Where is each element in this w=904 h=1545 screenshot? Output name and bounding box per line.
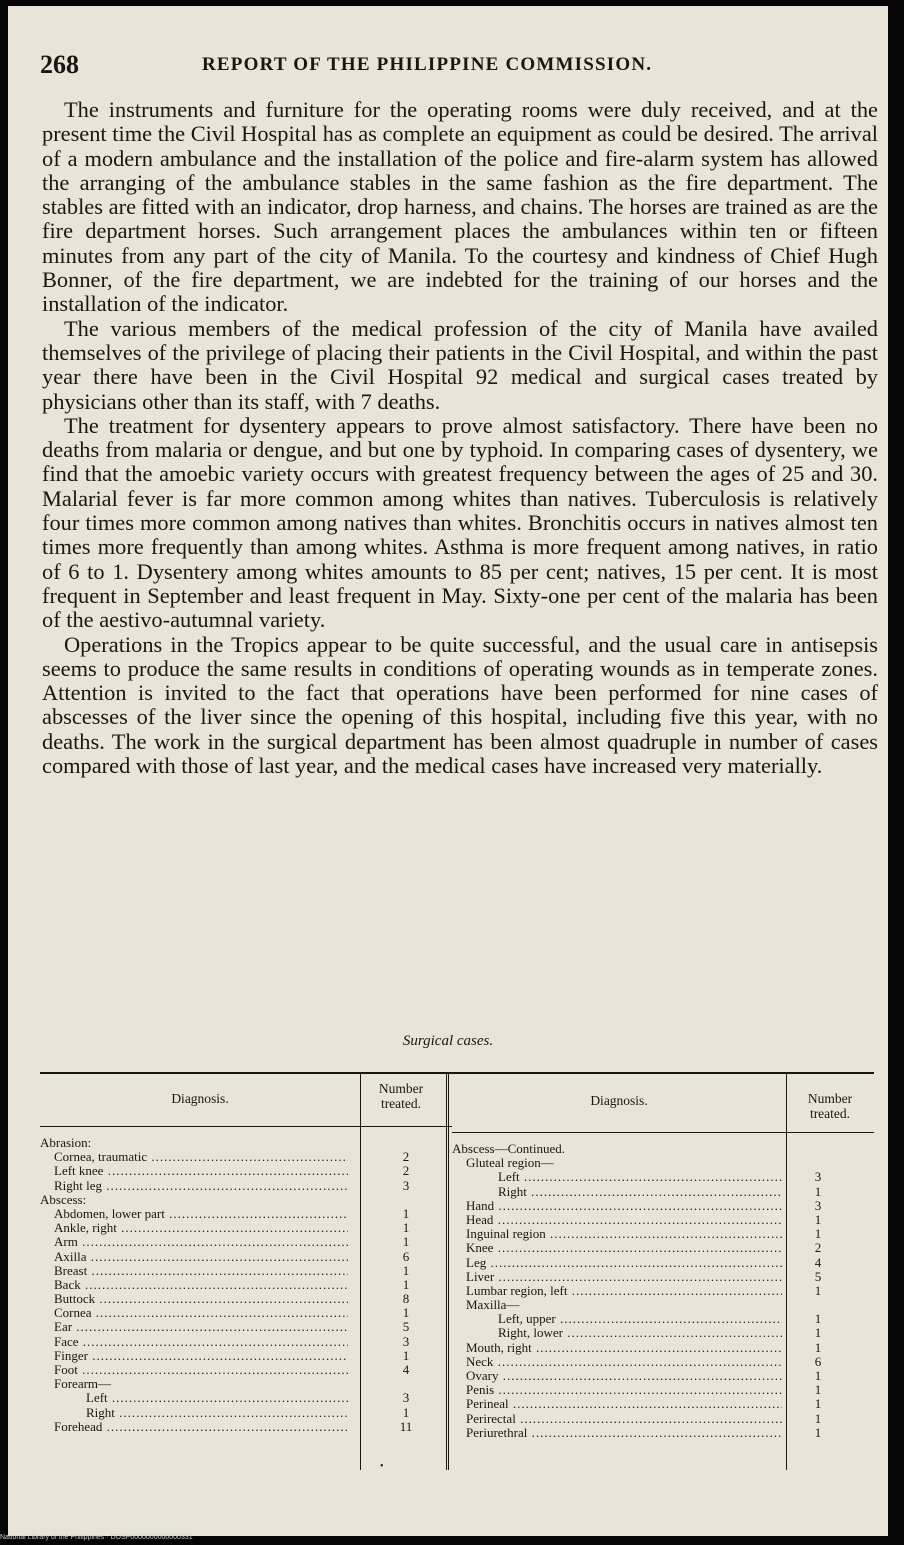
table-row — [452, 1369, 874, 1383]
table-row — [40, 1320, 450, 1334]
body-text — [42, 98, 878, 778]
diagnosis-label: Leg ..... — [466, 1256, 782, 1270]
diagnosis-label: Right leg ..... — [54, 1179, 348, 1193]
table-row — [452, 1298, 874, 1312]
diagnosis-label: Left, upper ..... — [498, 1312, 782, 1326]
number-treated: 5 — [402, 1319, 410, 1335]
table-row — [40, 1179, 450, 1193]
diagnosis-label: Liver ..... — [466, 1270, 782, 1284]
table-row — [452, 1355, 874, 1369]
running-title: REPORT OF THE PHILIPPINE COMMISSION. — [202, 54, 653, 75]
left-column — [40, 1136, 450, 1434]
diagnosis-label: Hand ..... — [466, 1199, 782, 1213]
table-caption: Surgical cases. — [402, 1033, 494, 1049]
table-row — [40, 1391, 450, 1405]
number-treated: 1 — [814, 1211, 822, 1227]
table-row — [40, 1377, 450, 1391]
header-number-right: Number treated. — [807, 1091, 853, 1121]
number-treated: 3 — [402, 1390, 410, 1406]
header-rule-right — [452, 1132, 874, 1133]
table-row — [452, 1227, 874, 1241]
diagnosis-label: Ear ..... — [54, 1320, 348, 1334]
number-treated: 1 — [814, 1396, 822, 1412]
diagnosis-label: Gluteal region— — [466, 1156, 554, 1171]
paragraph-dysentery: The treatment for dysentery appears to prove almost satisfactory. There have been no deaths from malaria or dengue, and but one by typhoid. In comparing cases of dysentery, we find that the amoebic variety occurs with greatest frequency between the ages of 25 and 30. Malarial fever is far more common among whites than natives. Tuberculosis is relatively four times more common among natives than whites. Bronchitis occurs in natives almost ten times more frequently than among whites. Asthma is more frequent among natives, in ratio of 6 to 1. Dysentery among whites amounts to 85 per cent; natives, 15 per cent. It is most frequent in September and least frequent in May. Sixty-one per cent of the malaria has been of the aestivo-autumnal variety. — [42, 412, 878, 633]
diagnosis-label: Finger ..... — [54, 1349, 348, 1363]
table-row — [452, 1397, 874, 1411]
number-treated: 1 — [814, 1282, 822, 1298]
diagnosis-label: Head ..... — [466, 1213, 782, 1227]
number-treated: 2 — [814, 1240, 822, 1256]
table-row — [452, 1241, 874, 1255]
number-treated: 1 — [402, 1347, 410, 1363]
diagnosis-label: Breast ..... — [54, 1264, 348, 1278]
number-treated: 1 — [402, 1220, 410, 1236]
table-row — [40, 1264, 450, 1278]
table-row — [40, 1349, 450, 1363]
number-treated: 2 — [402, 1149, 410, 1165]
diagnosis-label: Perirectal ..... — [466, 1412, 782, 1426]
table-row — [40, 1363, 450, 1377]
table-row — [452, 1142, 874, 1156]
table-row — [452, 1185, 874, 1199]
header-diagnosis-left: Diagnosis. — [171, 1091, 229, 1106]
table-row — [40, 1278, 450, 1292]
table-row — [40, 1292, 450, 1306]
table-row — [452, 1426, 874, 1440]
diagnosis-label: Lumbar region, left ..... — [466, 1284, 782, 1298]
printer-mark: • — [380, 1461, 384, 1472]
diagnosis-label: Left knee ..... — [54, 1164, 348, 1178]
table-row — [40, 1250, 450, 1264]
table-row — [40, 1406, 450, 1420]
table-row — [452, 1213, 874, 1227]
diagnosis-label: Abrasion: — [40, 1136, 92, 1150]
table-row — [40, 1150, 450, 1164]
diagnosis-label: Ovary ..... — [466, 1369, 782, 1383]
diagnosis-label: Periurethral ..... — [466, 1426, 782, 1440]
header-number-left: Number treated. — [378, 1081, 424, 1111]
number-treated: 6 — [814, 1353, 822, 1369]
number-treated: 1 — [402, 1262, 410, 1278]
diagnosis-label: Perineal ..... — [466, 1397, 782, 1411]
number-treated: 1 — [814, 1311, 822, 1327]
table-row — [40, 1193, 450, 1207]
diagnosis-label: Ankle, right ..... — [54, 1221, 348, 1235]
number-treated: 2 — [402, 1163, 410, 1179]
page-number: 268 — [40, 50, 79, 79]
number-treated: 6 — [402, 1248, 410, 1264]
table-row — [452, 1341, 874, 1355]
number-treated: 1 — [814, 1424, 822, 1440]
table-row — [40, 1235, 450, 1249]
table-row — [40, 1306, 450, 1320]
surgical-cases-table — [40, 1072, 874, 1482]
number-treated: 4 — [814, 1254, 822, 1270]
number-treated: 3 — [402, 1333, 410, 1349]
number-treated: 1 — [814, 1410, 822, 1426]
number-treated: 1 — [402, 1234, 410, 1250]
diagnosis-label: Right ..... — [498, 1185, 782, 1199]
number-treated: 4 — [402, 1362, 410, 1377]
diagnosis-label: Forehead ..... — [54, 1420, 348, 1434]
footer-note: National Library of the Philippines · DOSP0000000000000331 — [0, 1534, 193, 1541]
header-diagnosis-right: Diagnosis. — [590, 1093, 648, 1108]
diagnosis-label: Right, lower ..... — [498, 1326, 782, 1340]
table-row — [40, 1335, 450, 1349]
diagnosis-label: Back ..... — [54, 1278, 348, 1292]
diagnosis-label: Abscess—Continued. — [452, 1142, 566, 1156]
table-row — [40, 1164, 450, 1178]
table-row — [452, 1312, 874, 1326]
number-treated: 1 — [402, 1205, 410, 1221]
table-row — [452, 1412, 874, 1426]
table-row — [40, 1207, 450, 1221]
table-row — [452, 1256, 874, 1270]
table-row — [452, 1270, 874, 1284]
diagnosis-label: Abdomen, lower part ..... — [54, 1207, 348, 1221]
table-row — [40, 1136, 450, 1150]
diagnosis-label: Left ..... — [498, 1170, 782, 1184]
running-head — [40, 50, 740, 80]
diagnosis-label: Neck ..... — [466, 1355, 782, 1369]
diagnosis-label: Foot ..... — [54, 1363, 348, 1377]
paragraph-operating-rooms: The instruments and furniture for the operating rooms were duly received, and at the present time the Civil Hospital has as complete an equipment as could be desired. The arrival of a modern ambulance and the installation of the police and fire-alarm system has allowed the arranging of the ambulance stables in the same fashion as the fire department. The stables are fitted with an indicator, drop harness, and chains. The horses are trained as are the fire department horses. Such arrangement places the ambulances within ten or fifteen minutes from any part of the city of Manila. To the courtesy and kindness of Chief Hugh Bonner, of the fire department, we are indebted for the training of our horses and the installation of the indicator. — [42, 97, 878, 317]
table-row — [452, 1170, 874, 1184]
table-row — [452, 1156, 874, 1170]
number-treated: 1 — [814, 1368, 822, 1383]
diagnosis-label: Cornea, traumatic ..... — [54, 1150, 348, 1164]
diagnosis-label: Knee ..... — [466, 1241, 782, 1255]
diagnosis-label: Penis ..... — [466, 1383, 782, 1397]
right-column — [452, 1142, 874, 1440]
diagnosis-label: Forearm— — [54, 1377, 112, 1392]
table-row — [452, 1284, 874, 1298]
diagnosis-label: Buttock ..... — [54, 1292, 348, 1306]
paragraph-medical-profession: The various members of the medical profession of the city of Manila have availed themselves of the privilege of placing their patients in the Civil Hospital, and within the past year there have been in the Civil Hospital 92 medical and surgical cases treated by physicians other than its staff, with 7 deaths. — [42, 315, 878, 414]
diagnosis-label: Abscess: — [40, 1192, 87, 1207]
table-top-rule — [40, 1072, 874, 1074]
diagnosis-label: Mouth, right ..... — [466, 1341, 782, 1355]
diagnosis-label: Inguinal region ..... — [466, 1227, 782, 1241]
number-treated: 3 — [402, 1177, 410, 1193]
number-treated: 11 — [399, 1418, 413, 1434]
header-rule-left — [40, 1126, 452, 1127]
diagnosis-label: Axilla ..... — [54, 1250, 348, 1264]
diagnosis-label: Right ..... — [86, 1406, 348, 1420]
table-row — [452, 1199, 874, 1213]
diagnosis-label: Cornea ..... — [54, 1306, 348, 1320]
number-treated: 1 — [402, 1276, 410, 1292]
number-treated: 1 — [814, 1382, 822, 1398]
number-treated: 3 — [814, 1169, 822, 1185]
number-treated: 8 — [402, 1291, 410, 1307]
diagnosis-label: Maxilla— — [466, 1298, 520, 1313]
table-row — [40, 1420, 450, 1434]
number-treated: 1 — [402, 1404, 410, 1420]
number-treated: 3 — [814, 1197, 822, 1213]
report-page — [8, 6, 888, 1536]
number-treated: 1 — [814, 1226, 822, 1242]
diagnosis-label: Face ..... — [54, 1335, 348, 1349]
paragraph-operations-tropics: Operations in the Tropics appear to be quite successful, and the usual care in antisepsis seems to produce the same results in conditions of operating wounds as in temperate zones. Attention is invited to the fact that operations have been performed for nine cases of abscesses of the liver since the opening of this hospital, including five this year, with no deaths. The work in the surgical department has been almost quadruple in number of cases compared with those of last year, and the medical cases have increased very materially. — [42, 631, 878, 779]
diagnosis-label: Arm ..... — [54, 1235, 348, 1249]
number-treated: 1 — [402, 1305, 410, 1321]
number-treated: 1 — [814, 1183, 822, 1199]
number-treated: 1 — [814, 1325, 822, 1341]
number-treated: 5 — [814, 1268, 822, 1284]
table-row — [40, 1221, 450, 1235]
number-treated: 1 — [814, 1339, 822, 1355]
table-row — [452, 1383, 874, 1397]
table-row — [452, 1326, 874, 1340]
diagnosis-label: Left ..... — [86, 1391, 348, 1405]
